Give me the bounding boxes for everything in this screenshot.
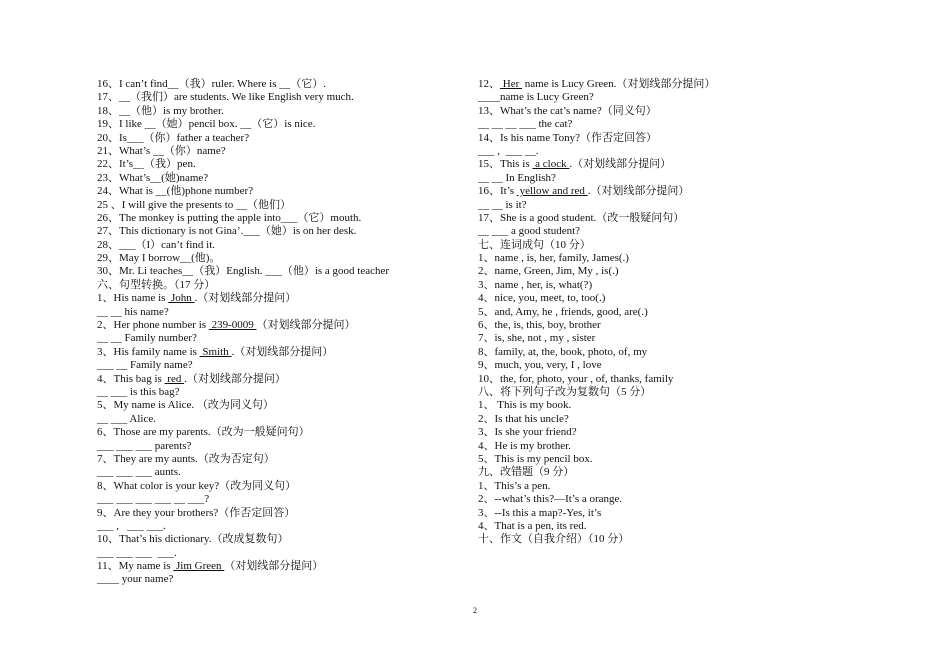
text-line xyxy=(97,225,457,238)
text-segment: 23、What’s__(她)name? xyxy=(97,171,209,184)
text-line xyxy=(97,132,457,145)
underlined-text: a clock xyxy=(532,158,570,171)
text-line xyxy=(97,239,457,252)
text-segment: 8、family, at, the, book, photo, of, my xyxy=(478,345,648,358)
text-line xyxy=(478,332,878,345)
text-line xyxy=(478,212,878,225)
text-segment: .（对划线部分提问） xyxy=(194,292,297,305)
text-line xyxy=(97,413,457,426)
text-segment: ___ , ___ __. xyxy=(478,144,539,157)
text-line xyxy=(478,145,878,158)
text-line xyxy=(97,453,457,466)
text-line xyxy=(97,520,457,533)
text-line xyxy=(97,91,457,104)
text-segment: ____ your name? xyxy=(97,573,174,586)
text-segment: 7、They are my aunts.（改为否定句） xyxy=(97,452,275,465)
text-segment: __ __ __ ___ the cat? xyxy=(478,118,573,131)
text-segment: ___ __ Family name? xyxy=(97,359,193,372)
text-segment: 5、and, Amy, he , friends, good, are(.) xyxy=(478,305,648,318)
text-segment: 六、句型转换。（17 分） xyxy=(97,278,216,291)
text-segment: 17、She is a good student.（改一般疑问句） xyxy=(478,211,685,224)
text-segment: __ ___ a good student? xyxy=(478,225,581,238)
text-segment: 6、Those are my parents.（改为一般疑问句） xyxy=(97,426,310,439)
text-segment: __ __ his name? xyxy=(97,305,169,318)
text-line xyxy=(478,279,878,292)
text-segment: 6、the, is, this, boy, brother xyxy=(478,319,601,332)
text-line xyxy=(97,172,457,185)
text-line xyxy=(97,573,457,586)
text-segment: 19、I like __（她）pencil box. __（它）is nice. xyxy=(97,118,316,131)
text-segment: 14、Is his name Tony?（作否定回答） xyxy=(478,131,657,144)
text-segment: 2、Her phone number is xyxy=(97,319,209,332)
text-segment: .（对划线部分提问） xyxy=(587,185,690,198)
text-segment: ___ , ___ ___. xyxy=(97,519,166,532)
text-segment: 4、This bag is xyxy=(97,372,165,385)
text-line xyxy=(478,346,878,359)
right-column xyxy=(478,78,878,547)
text-line xyxy=(478,252,878,265)
text-line xyxy=(478,132,878,145)
underlined-text: Jim Green xyxy=(173,560,225,573)
text-line xyxy=(478,78,878,91)
text-segment: ___ ___ ___ ___. xyxy=(97,546,177,559)
text-segment: __ __ Family number? xyxy=(97,332,197,345)
text-segment: 11、My name is xyxy=(97,560,174,573)
text-segment: 3、Is she your friend? xyxy=(478,426,577,439)
text-segment: 4、That is a pen, its red. xyxy=(478,519,587,532)
text-segment: .（对划线部分提问） xyxy=(184,372,286,385)
text-line xyxy=(97,373,457,386)
text-segment: 1、 This is my book. xyxy=(478,399,572,412)
text-line xyxy=(478,319,878,332)
text-segment: 1、This’s a pen. xyxy=(478,479,551,492)
text-segment: 3、--Is this a map?-Yes, it’s xyxy=(478,506,602,519)
text-line xyxy=(478,158,878,171)
underlined-text: 239-0009 xyxy=(208,319,257,332)
text-line xyxy=(478,386,878,399)
text-segment: ___ ___ ___ ___ __ ___? xyxy=(97,493,210,506)
text-line xyxy=(97,332,457,345)
text-line xyxy=(478,507,878,520)
text-segment: 九、改错题（9 分） xyxy=(478,466,575,479)
text-line xyxy=(97,507,457,520)
text-line xyxy=(97,466,457,479)
text-line xyxy=(97,145,457,158)
text-line xyxy=(478,440,878,453)
text-segment: .（对划线部分提问） xyxy=(231,345,334,358)
text-line xyxy=(478,480,878,493)
text-line xyxy=(97,346,457,359)
text-line xyxy=(478,265,878,278)
text-segment: __ __ is it? xyxy=(478,198,527,211)
text-segment: ____name is Lucy Green? xyxy=(478,91,594,104)
text-line xyxy=(97,185,457,198)
text-segment: 4、nice, you, meet, to, too(.) xyxy=(478,292,606,305)
text-line xyxy=(97,118,457,131)
text-segment: 29、May I borrow__(他)。 xyxy=(97,252,221,265)
text-line xyxy=(97,386,457,399)
text-segment: 20、Is___（你）father a teacher? xyxy=(97,131,250,144)
text-line xyxy=(97,533,457,546)
text-line xyxy=(478,91,878,104)
text-segment: 25 、I will give the presents to __（他们） xyxy=(97,198,292,211)
text-line xyxy=(478,118,878,131)
text-line xyxy=(478,399,878,412)
text-segment: 27、This dictionary is not Gina’.___（她）is on her desk. xyxy=(97,225,357,238)
text-segment: 10、That’s his dictionary.（改成复数句） xyxy=(97,533,289,546)
text-segment: 1、name , is, her, family, James(.) xyxy=(478,252,629,265)
text-line xyxy=(97,212,457,225)
text-segment: __ ___ is this bag? xyxy=(97,385,180,398)
text-segment: 8、What color is your key?（改为同义句） xyxy=(97,479,297,492)
text-line xyxy=(478,199,878,212)
text-line xyxy=(97,493,457,506)
text-segment: 15、This is xyxy=(478,158,533,171)
text-line xyxy=(97,199,457,212)
text-segment: 24、What is __(他)phone number? xyxy=(97,185,254,198)
text-line xyxy=(97,399,457,412)
text-segment: ___ ___ ___ parents? xyxy=(97,439,192,452)
text-segment: 2、name, Green, Jim, My , is(.) xyxy=(478,265,619,278)
text-segment: __ __ In English? xyxy=(478,171,556,184)
text-segment: 9、much, you, very, I , love xyxy=(478,359,602,372)
text-segment: 28、___（I）can’t find it. xyxy=(97,238,216,251)
text-segment: name is Lucy Green.（对划线部分提问） xyxy=(522,78,716,90)
text-segment: 2、Is that his uncle? xyxy=(478,412,569,425)
text-segment: 5、My name is Alice. （改为同义句） xyxy=(97,399,274,412)
text-line xyxy=(478,493,878,506)
page-number: 2 xyxy=(473,606,477,615)
text-segment: 3、His family name is xyxy=(97,345,200,358)
text-line xyxy=(97,319,457,332)
text-segment: 9、Are they your brothers?（作否定回答） xyxy=(97,506,296,519)
text-line xyxy=(478,520,878,533)
text-segment: 12、 xyxy=(478,78,500,90)
text-segment: 5、This is my pencil box. xyxy=(478,452,593,465)
text-segment: 26、The monkey is putting the apple into___（它）mouth. xyxy=(97,211,362,224)
text-line xyxy=(478,292,878,305)
text-line xyxy=(97,292,457,305)
text-line xyxy=(97,426,457,439)
text-segment: 4、He is my brother. xyxy=(478,439,571,452)
underlined-text: yellow and red xyxy=(516,185,588,198)
underlined-text: Smith xyxy=(199,345,232,358)
left-column xyxy=(97,78,457,587)
text-segment: 16、It’s xyxy=(478,185,517,198)
text-segment: ___ ___ ___ aunts. xyxy=(97,466,181,479)
text-segment: __ ___ Alice. xyxy=(97,412,156,425)
text-segment: 21、What’s __（你）name? xyxy=(97,144,226,157)
text-line xyxy=(478,239,878,252)
text-line xyxy=(97,306,457,319)
text-line xyxy=(478,413,878,426)
text-segment: 17、__（我们）are students. We like English very much. xyxy=(97,91,354,104)
text-line xyxy=(97,158,457,171)
text-segment: 16、I can’t find__（我）ruler. Where is __（它）. xyxy=(97,78,327,90)
text-segment: （对划线部分提问） xyxy=(256,319,356,332)
text-segment: 7、is, she, not , my , sister xyxy=(478,332,596,345)
text-line xyxy=(97,480,457,493)
text-segment: 十、作文（自我介绍）（10 分） xyxy=(478,533,630,546)
text-segment: （对划线部分提问） xyxy=(224,560,324,573)
text-segment: 1、His name is xyxy=(97,292,169,305)
text-segment: 八、将下列句子改为复数句（5 分） xyxy=(478,385,652,398)
text-segment: 2、--what’s this?—It’s a orange. xyxy=(478,493,623,506)
text-line xyxy=(97,252,457,265)
text-line xyxy=(478,185,878,198)
underlined-text: red xyxy=(164,372,185,385)
text-line xyxy=(97,105,457,118)
text-line xyxy=(478,373,878,386)
text-line xyxy=(97,78,457,91)
text-line xyxy=(478,533,878,546)
text-line xyxy=(97,359,457,372)
text-line xyxy=(478,359,878,372)
text-line xyxy=(97,279,457,292)
text-line xyxy=(97,440,457,453)
text-line xyxy=(478,426,878,439)
text-line xyxy=(478,172,878,185)
text-line xyxy=(97,265,457,278)
text-segment: 30、Mr. Li teaches__（我）English. ___（他）is a good teacher xyxy=(97,265,390,278)
text-segment: 七、连词成句（10 分） xyxy=(478,238,591,251)
underlined-text: Her xyxy=(500,78,522,90)
text-line xyxy=(478,225,878,238)
text-line xyxy=(478,466,878,479)
text-line xyxy=(478,105,878,118)
text-line xyxy=(97,560,457,573)
underlined-text: John xyxy=(168,292,195,305)
text-segment: .（对划线部分提问） xyxy=(569,158,672,171)
text-segment: 10、the, for, photo, your , of, thanks, family xyxy=(478,372,674,385)
text-segment: 22、It’s__（我）pen. xyxy=(97,158,196,171)
text-segment: 3、name , her, is, what(?) xyxy=(478,278,593,291)
text-line xyxy=(478,453,878,466)
text-segment: 13、What’s the cat’s name?（同义句） xyxy=(478,104,657,117)
text-segment: 18、__（他）is my brother. xyxy=(97,104,224,117)
text-line xyxy=(478,306,878,319)
text-line xyxy=(97,547,457,560)
